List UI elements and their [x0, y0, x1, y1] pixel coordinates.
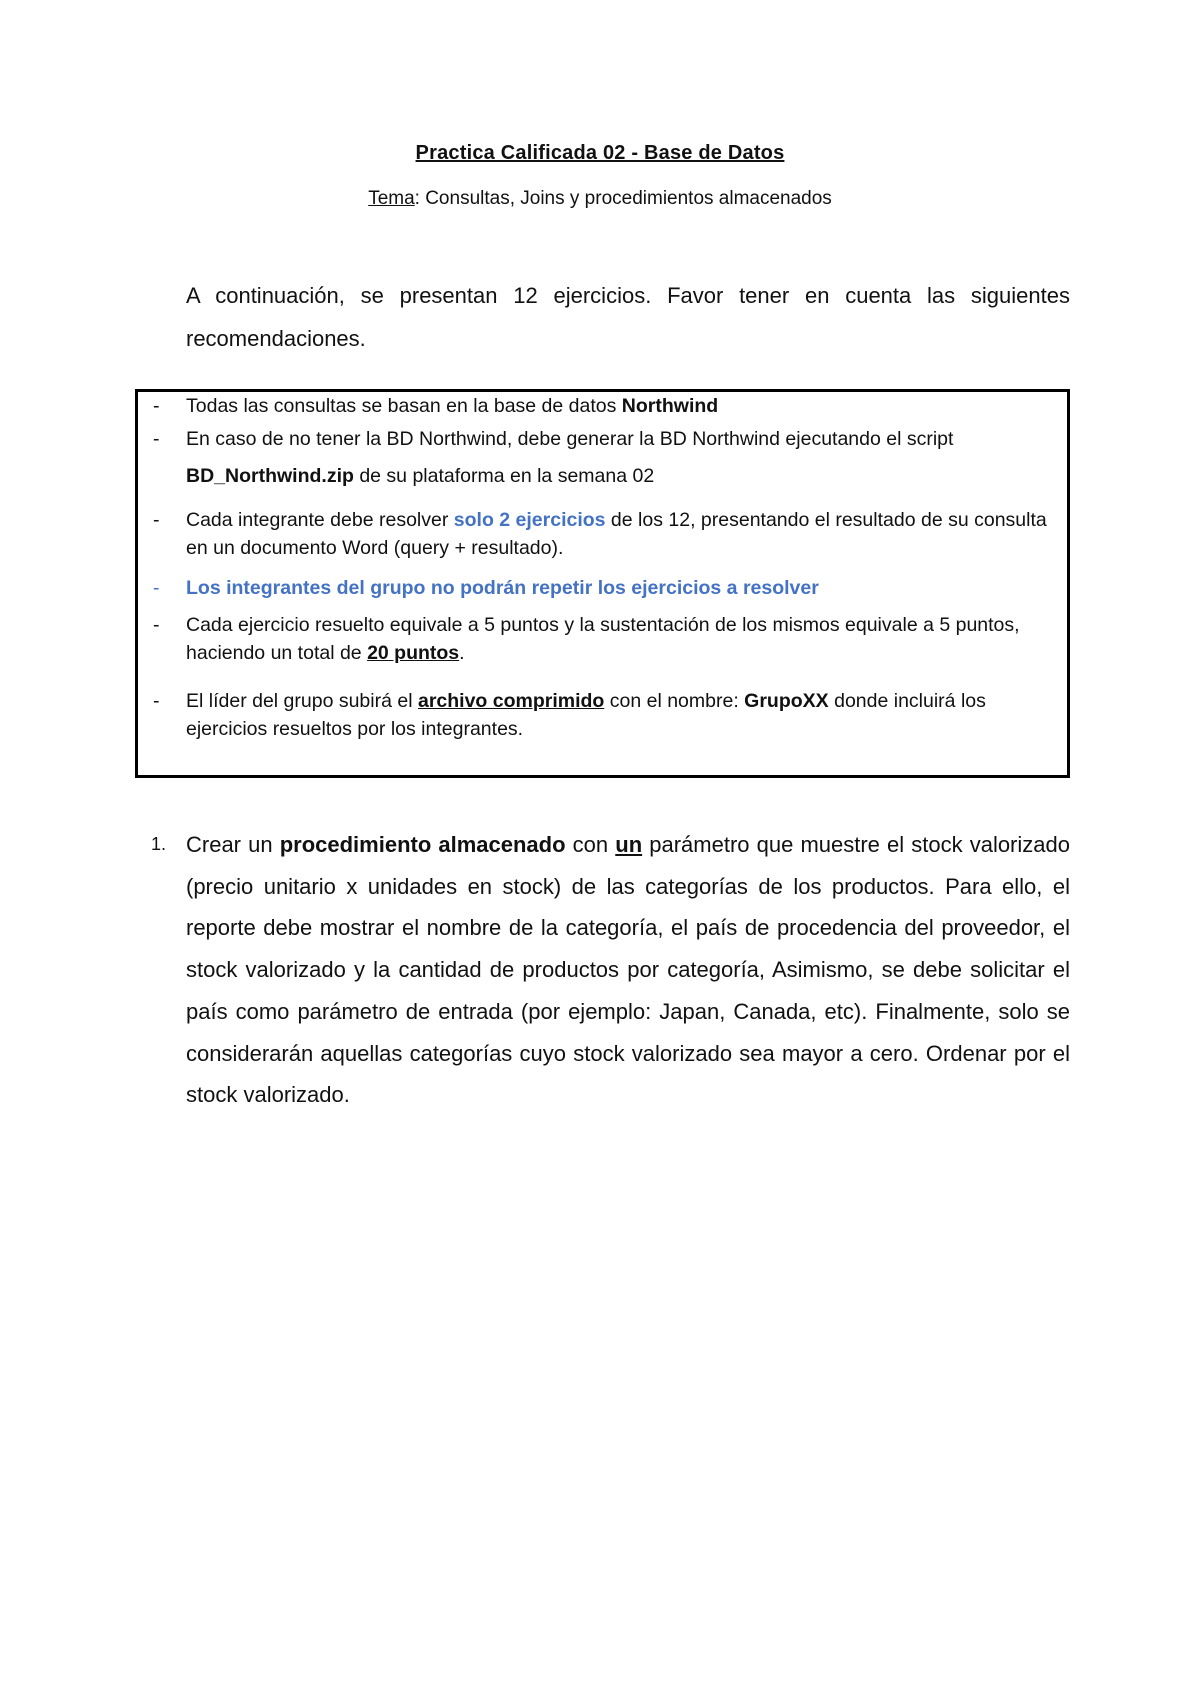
item-highlight: solo 2 ejercicios: [453, 509, 606, 531]
bullet-dash: -: [153, 509, 160, 531]
item-text: donde incluirá los ejercicios resueltos por los integrantes.: [186, 690, 986, 740]
item-text: Cada ejercicio resuelto equivale a 5 puntos y la sustentación de los mismos equivale a 5 puntos, haciendo un total de: [186, 614, 1020, 664]
item-bold: BD_Northwind.zip: [186, 465, 354, 487]
item-bold: archivo comprimido: [417, 690, 605, 712]
item-text: de su plataforma en la semana 02: [353, 465, 655, 487]
recommendations-box: [135, 389, 1070, 778]
exercise-text: Crear un procedimiento almacenado con un parámetro que muestre el stock valorizado (precio unitario x unidades en stock) de las categorías de los productos. Para ello, el reporte debe mostrar el nombre de la categoría, el país de procedencia del proveedor, el stock valorizado y la cantidad de productos por categoría, Asimismo, se debe solicitar el país como parámetro de entrada (por ejemplo: Japan, Canada, etc). Finalmente, solo se considerarán aquellas categorías cuyo stock valorizado sea mayor a cero. Ordenar por el stock valorizado.: [186, 832, 1070, 1108]
exercise-bold: procedimiento almacenado: [279, 832, 566, 857]
exercise-bold: un: [615, 832, 643, 857]
item-text: Cada integrante debe resolver: [186, 509, 454, 531]
bullet-dash: -: [153, 428, 160, 450]
item-text: de los 12, presentando el resultado de su consulta en un documento Word (query + resultado).: [186, 509, 1047, 559]
item-bold: Northwind: [621, 395, 719, 417]
intro-paragraph: A continuación, se presentan 12 ejercicios. Favor tener en cuenta las siguientes recomendaciones.: [186, 283, 1070, 351]
exercise-number: 1.: [151, 834, 167, 854]
item-text: .: [459, 642, 465, 664]
item-text: En caso de no tener la BD Northwind, debe generar la BD Northwind ejecutando el script: [186, 428, 954, 450]
bullet-dash: -: [153, 395, 160, 417]
bullet-dash: -: [153, 577, 160, 599]
item-bold: 20 puntos: [367, 642, 460, 664]
item-bold: GrupoXX: [744, 690, 829, 712]
document-title: Practica Calificada 02 - Base de Datos: [415, 142, 785, 164]
subtitle-text: : Consultas, Joins y procedimientos almacenados: [414, 188, 832, 209]
item-text: Todas las consultas se basan en la base de datos: [186, 395, 622, 417]
item-text: con el nombre:: [604, 690, 745, 712]
item-highlight: Los integrantes del grupo no podrán repetir los ejercicios a resolver: [186, 577, 819, 599]
item-text: El líder del grupo subirá el: [186, 690, 418, 712]
bullet-dash: -: [153, 614, 160, 636]
document-subtitle: [0, 188, 1200, 210]
bullet-dash: -: [153, 690, 160, 712]
subtitle-label: Tema: [368, 188, 415, 209]
